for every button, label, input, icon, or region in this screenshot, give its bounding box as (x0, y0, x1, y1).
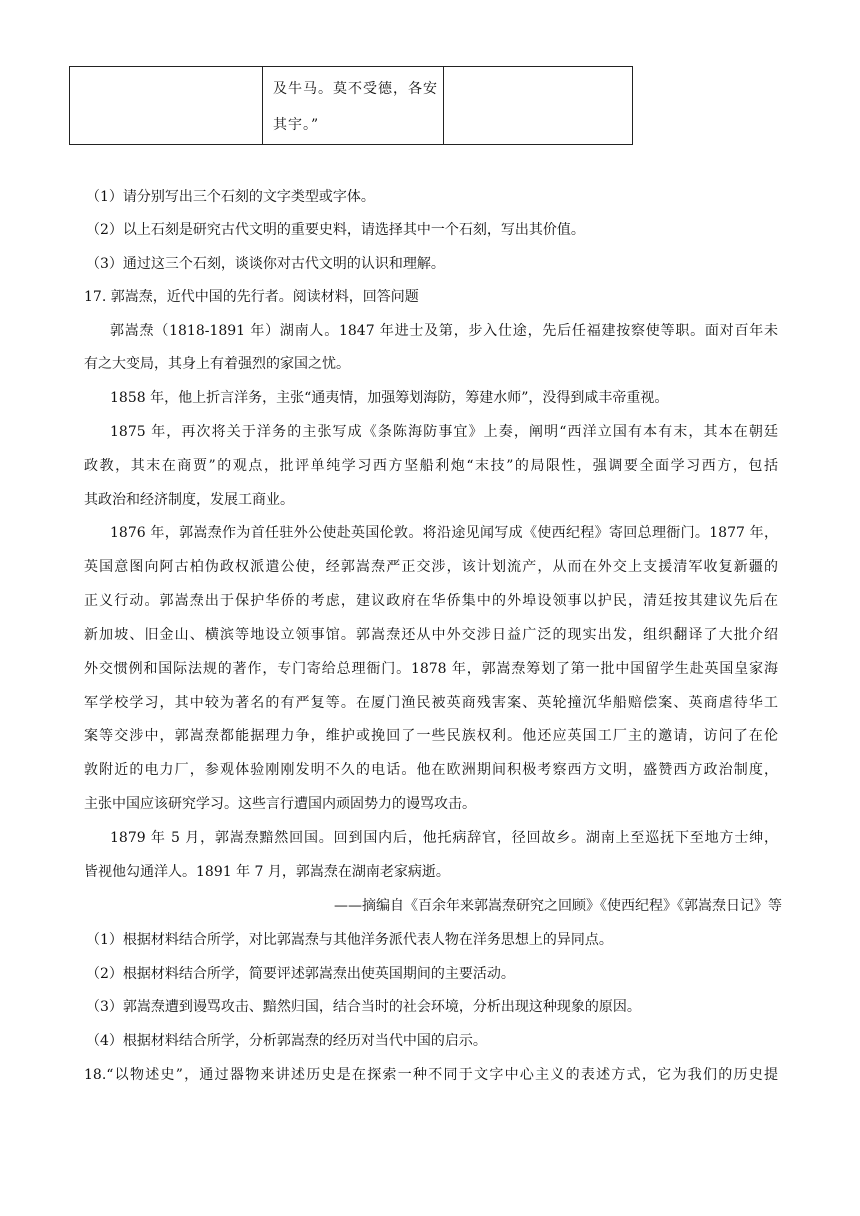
q17-para5-line: 1879 年 5 月，郭嵩焘黯然回国。回到国内后，他托病辞官，径回故乡。湖南上至巡抚下至地方士绅， (110, 830, 778, 846)
q17-subquestion-2: （2）根据材料结合所学，简要评述郭嵩焘出使英国期间的主要活动。 (86, 966, 515, 982)
q17-subquestion-4: （4）根据材料结合所学，分析郭嵩焘的经历对当代中国的启示。 (86, 1033, 487, 1049)
q17-para4-line: 1876 年，郭嵩焘作为首任驻外公使赴英国伦敦。将沿途见闻写成《使西纪程》寄回总理衙门。1877 年， (110, 525, 778, 541)
q17-para2-line: 1858 年，他上折言洋务，主张“通夷情，加强筹划海防，筹建水师”，没得到咸丰帝重视。 (110, 390, 669, 406)
table-cell-left (70, 67, 263, 145)
cell-text-line: 其宇。” (273, 117, 320, 133)
q17-para3-line: 1875 年，再次将关于洋务的主张写成《条陈海防事宜》上奏，阐明“西洋立国有本有末，其本在朝廷 (110, 424, 778, 440)
q17-para4-line: 英国意图向阿古柏伪政权派遣公使，经郭嵩焘严正交涉，该计划流产，从而在外交上支援清军收复新疆的 (84, 559, 778, 575)
q17-para4-line: 正义行动。郭嵩焘出于保护华侨的考虑，建议政府在华侨集中的外埠设领事以护民，清廷按其建议先后在 (84, 593, 778, 609)
stone-inscription-table-fragment (69, 66, 633, 145)
table-row (70, 67, 633, 145)
q17-para4-line: 外交惯例和国际法规的著作，专门寄给总理衙门。1878 年，郭嵩焘筹划了第一批中国留学生赴英国皇家海 (84, 661, 778, 677)
q17-para3-line: 政教，其末在商贾”的观点，批评单纯学习西方坚船利炮“末技”的局限性，强调要全面学习西方，包括 (84, 458, 778, 474)
q17-para1-line: 有之大变局，其身上有着强烈的家国之忧。 (84, 356, 350, 372)
table-cell-middle (263, 67, 444, 145)
q17-para4-line: 敦附近的电力厂，参观体验刚刚发明不久的电话。他在欧洲期间积极考察西方文明，盛赞西方政治制度， (84, 762, 778, 778)
cell-text-line: 及牛马。莫不受德，各安 (273, 81, 438, 97)
q17-para5-line: 皆视他勾通洋人。1891 年 7 月，郭嵩焘在湖南老家病逝。 (84, 864, 450, 880)
q16-subquestion-2: （2）以上石刻是研究古代文明的重要史料，请选择其中一个石刻，写出其价值。 (86, 222, 585, 238)
table-cell-right (444, 67, 633, 145)
q17-subquestion-3: （3）郭嵩焘遭到谩骂攻击、黯然归国，结合当时的社会环境，分析出现这种现象的原因。 (86, 999, 641, 1015)
q18-line: 18.“以物述史”，通过器物来讲述历史是在探索一种不同于文字中心主义的表述方式，它为我们的历史提 (84, 1067, 778, 1083)
q17-para4-line: 主张中国应该研究学习。这些言行遭国内顽固势力的谩骂攻击。 (84, 796, 476, 812)
q17-para4-line: 案等交涉中，郭嵩焘都能据理力争，维护或挽回了一些民族权利。他还应英国工厂主的邀请，访问了在伦 (84, 728, 778, 744)
q17-para3-line: 其政治和经济制度，发展工商业。 (84, 492, 294, 508)
q16-subquestion-1: （1）请分别写出三个石刻的文字类型或字体。 (86, 189, 375, 205)
q17-subquestion-1: （1）根据材料结合所学，对比郭嵩焘与其他洋务派代表人物在洋务思想上的异同点。 (86, 932, 613, 948)
q17-source-citation: ——摘编自《百余年来郭嵩焘研究之回顾》《使西纪程》《郭嵩焘日记》等 (334, 898, 782, 914)
q16-subquestion-3: （3）通过这三个石刻，谈谈你对古代文明的认识和理解。 (86, 256, 445, 272)
q17-para4-line: 军学校学习，其中较为著名的有严复等。在厦门渔民被英商残害案、英轮撞沉华船赔偿案、英商虐待华工 (84, 695, 778, 711)
q17-heading: 17. 郭嵩焘，近代中国的先行者。阅读材料，回答问题 (84, 289, 419, 305)
q17-para4-line: 新加坡、旧金山、横滨等地设立领事馆。郭嵩焘还从中外交涉日益广泛的现实出发，组织翻译了大批介绍 (84, 627, 778, 643)
q17-para1-line: 郭嵩焘（1818-1891 年）湖南人。1847 年进士及第，步入仕途，先后任福建按察使等职。面对百年未 (110, 323, 778, 339)
